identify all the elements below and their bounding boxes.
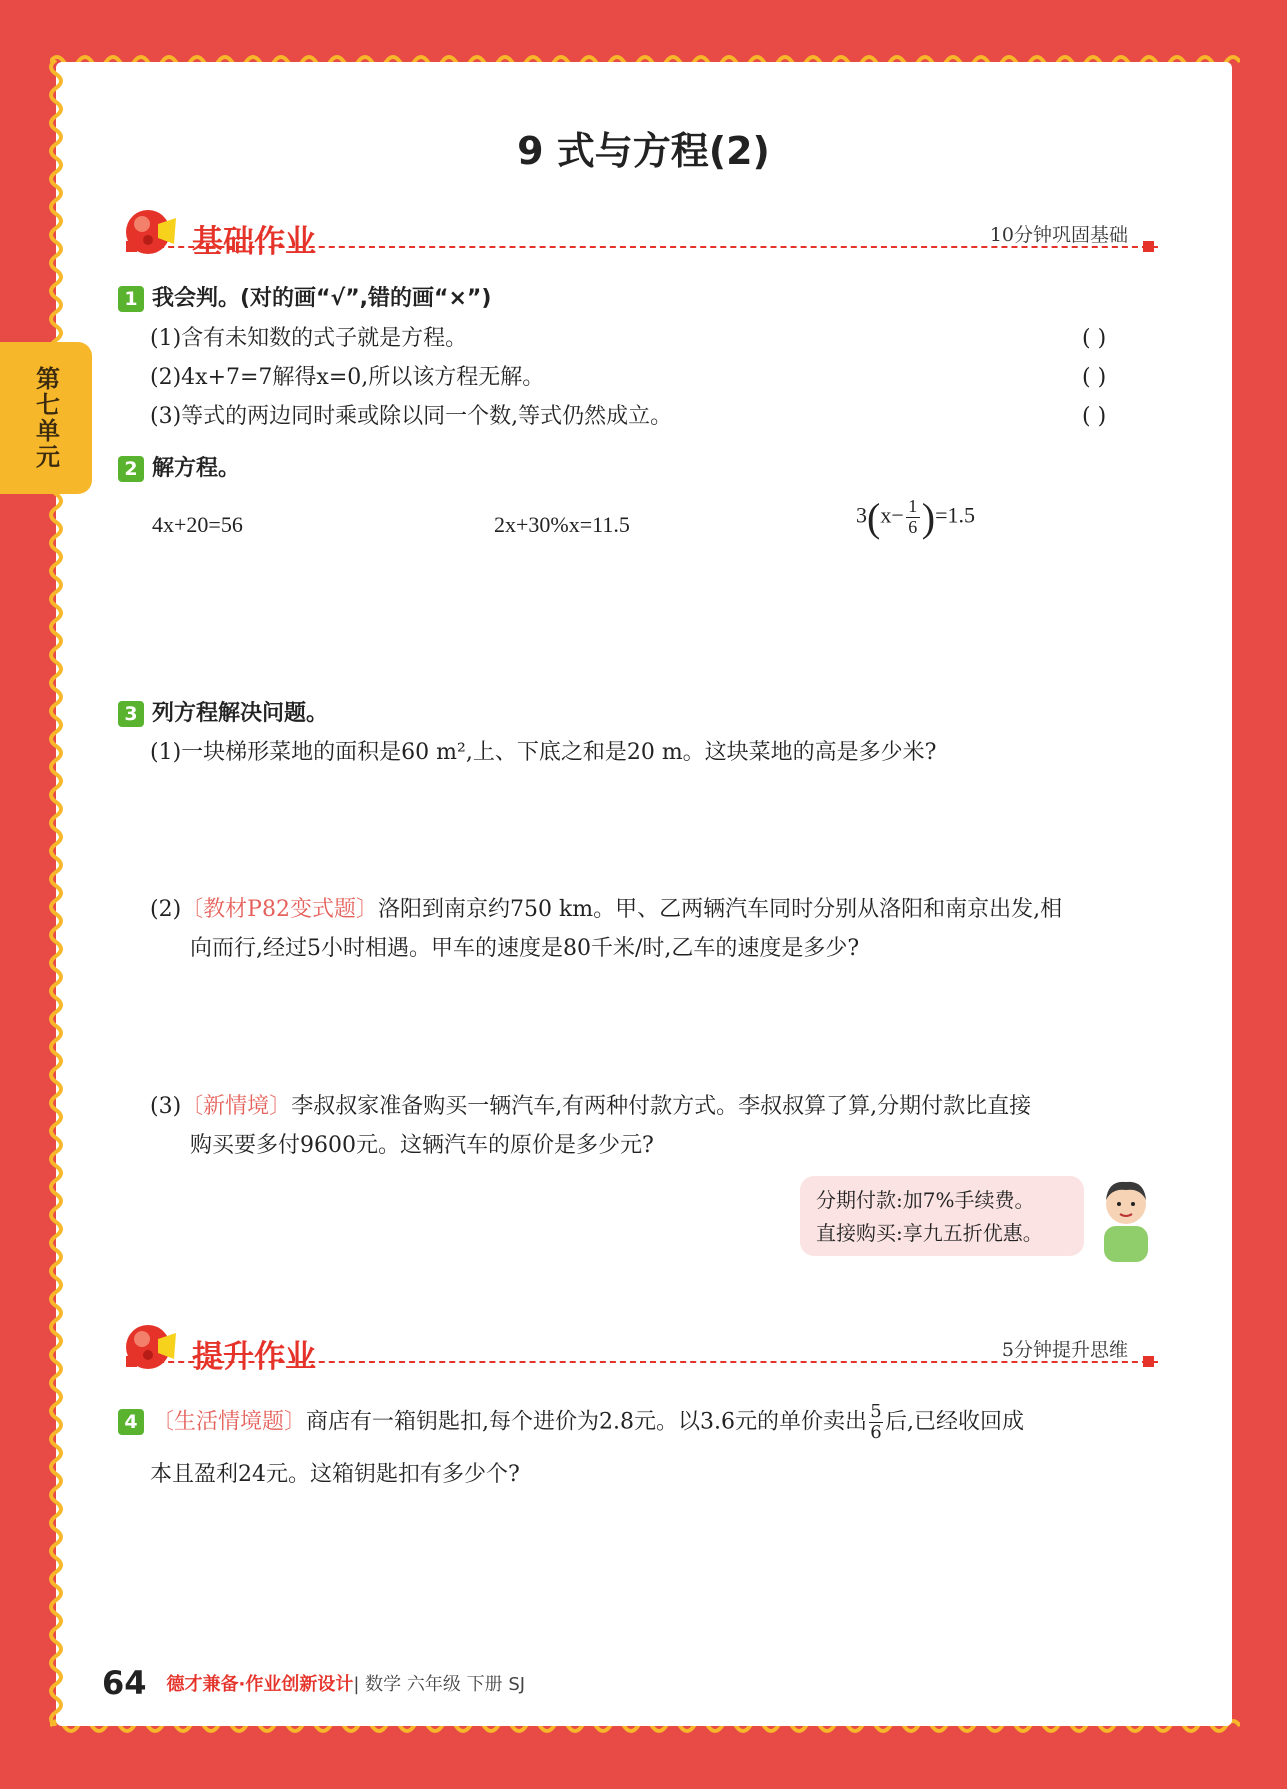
q3-problem-1: (1)一块梯形菜地的面积是60 m²,上、下底之和是20 m。这块菜地的高是多少米? <box>150 740 937 765</box>
eq3-fraction <box>906 497 920 538</box>
page-title: 9 式与方程(2) <box>517 129 770 173</box>
bubble-line-2: 直接购买:享九五折优惠。 <box>816 1221 1043 1245</box>
problem-tag: 〔教材P82变式题〕 <box>181 897 378 922</box>
fraction-denominator: 6 <box>908 517 918 537</box>
q4-fraction <box>869 1402 883 1443</box>
answer-blank-2[interactable]: ( ) <box>1082 365 1107 390</box>
q3-problem-2-line-2: 向而行,经过5小时相遇。甲车的速度是80千米/时,乙车的速度是多少? <box>190 936 860 961</box>
section-title: 基础作业 <box>192 224 316 260</box>
fraction-numerator: 1 <box>908 496 918 517</box>
page-footer <box>102 1664 525 1702</box>
question-number: 3 <box>118 701 144 727</box>
section-title: 提升作业 <box>192 1339 316 1375</box>
footer-brand: 德才兼备·作业创新设计 <box>166 1674 354 1695</box>
question-1 <box>118 282 491 316</box>
problem-text: 商店有一箱钥匙扣,每个进价为2.8元。以3.6元的单价卖出 <box>306 1409 867 1435</box>
equation-2: 2x+30%x=11.5 <box>494 512 630 537</box>
section-divider <box>128 246 1158 248</box>
problem-text: 李叔叔家准备购买一辆汽车,有两种付款方式。李叔叔算了算,分期付款比直接 <box>291 1094 1032 1119</box>
fraction-denominator: 6 <box>870 1421 882 1443</box>
section-header-basic <box>118 204 1158 264</box>
divider-cap-left <box>126 1356 137 1367</box>
unit-tab-label: 第七单元 <box>31 366 60 470</box>
question-number: 1 <box>118 286 144 312</box>
problem-tag: 〔新情境〕 <box>181 1094 292 1119</box>
q3-problem-2-line-1 <box>150 891 1062 928</box>
question-4-line-2: 本且盈利24元。这箱钥匙扣有多少个? <box>150 1462 520 1487</box>
frame-wave-left <box>46 60 66 1726</box>
q3-problem-3-line-2: 购买要多付9600元。这辆汽车的原价是多少元? <box>190 1133 654 1158</box>
question-number: 2 <box>118 456 144 482</box>
q1-item-3: (3)等式的两边同时乘或除以同一个数,等式仍然成立。 <box>150 404 673 429</box>
equation-1: 4x+20=56 <box>152 512 243 537</box>
q3-problem-3-line-1 <box>150 1088 1031 1125</box>
section-divider <box>128 1361 1158 1363</box>
q1-item-2: (2)4x+7=7解得x=0,所以该方程无解。 <box>150 365 545 390</box>
question-heading: 列方程解决问题。 <box>152 701 329 726</box>
section-hint: 10分钟巩固基础 <box>989 224 1128 246</box>
question-number: 4 <box>118 1409 144 1435</box>
eq3-inner: x− <box>880 502 904 528</box>
q1-item-1: (1)含有未知数的式子就是方程。 <box>150 326 468 351</box>
question-heading: 我会判。(对的画“√”,错的画“×”) <box>152 286 492 311</box>
divider-cap-right <box>1143 241 1154 252</box>
answer-blank-3[interactable]: ( ) <box>1082 404 1107 429</box>
problem-text: 洛阳到南京约750 km。甲、乙两辆汽车同时分别从洛阳和南京出发,相 <box>377 897 1063 922</box>
problem-tag: 〔生活情境题〕 <box>152 1409 307 1435</box>
footer-info: | 数学 六年级 下册 SJ <box>353 1674 526 1695</box>
answer-blank-1[interactable]: ( ) <box>1082 326 1107 351</box>
section-hint: 5分钟提升思维 <box>1001 1339 1128 1361</box>
eq3-right-paren: ) <box>921 495 936 540</box>
eq3-rhs: =1.5 <box>935 502 975 528</box>
question-heading: 解方程。 <box>152 456 241 481</box>
divider-cap-left <box>126 241 137 252</box>
problem-index: (3) <box>150 1094 182 1119</box>
section-header-advanced <box>118 1319 1158 1379</box>
speech-bubble <box>800 1176 1084 1256</box>
unit-tab <box>0 342 92 494</box>
equation-3 <box>856 494 975 541</box>
question-4-line-1 <box>118 1402 1024 1443</box>
eq3-coefficient: 3 <box>856 502 867 528</box>
problem-text-end: 后,已经收回成 <box>885 1409 1024 1435</box>
bubble-line-1: 分期付款:加7%手续费。 <box>816 1188 1035 1212</box>
fraction-numerator: 5 <box>870 1401 882 1422</box>
boy-character-icon <box>1090 1170 1160 1262</box>
question-2 <box>118 452 240 486</box>
question-3 <box>118 697 328 731</box>
problem-index: (2) <box>150 897 182 922</box>
page-number: 64 <box>102 1664 147 1702</box>
divider-cap-right <box>1143 1356 1154 1367</box>
eq3-left-paren: ( <box>867 495 881 540</box>
